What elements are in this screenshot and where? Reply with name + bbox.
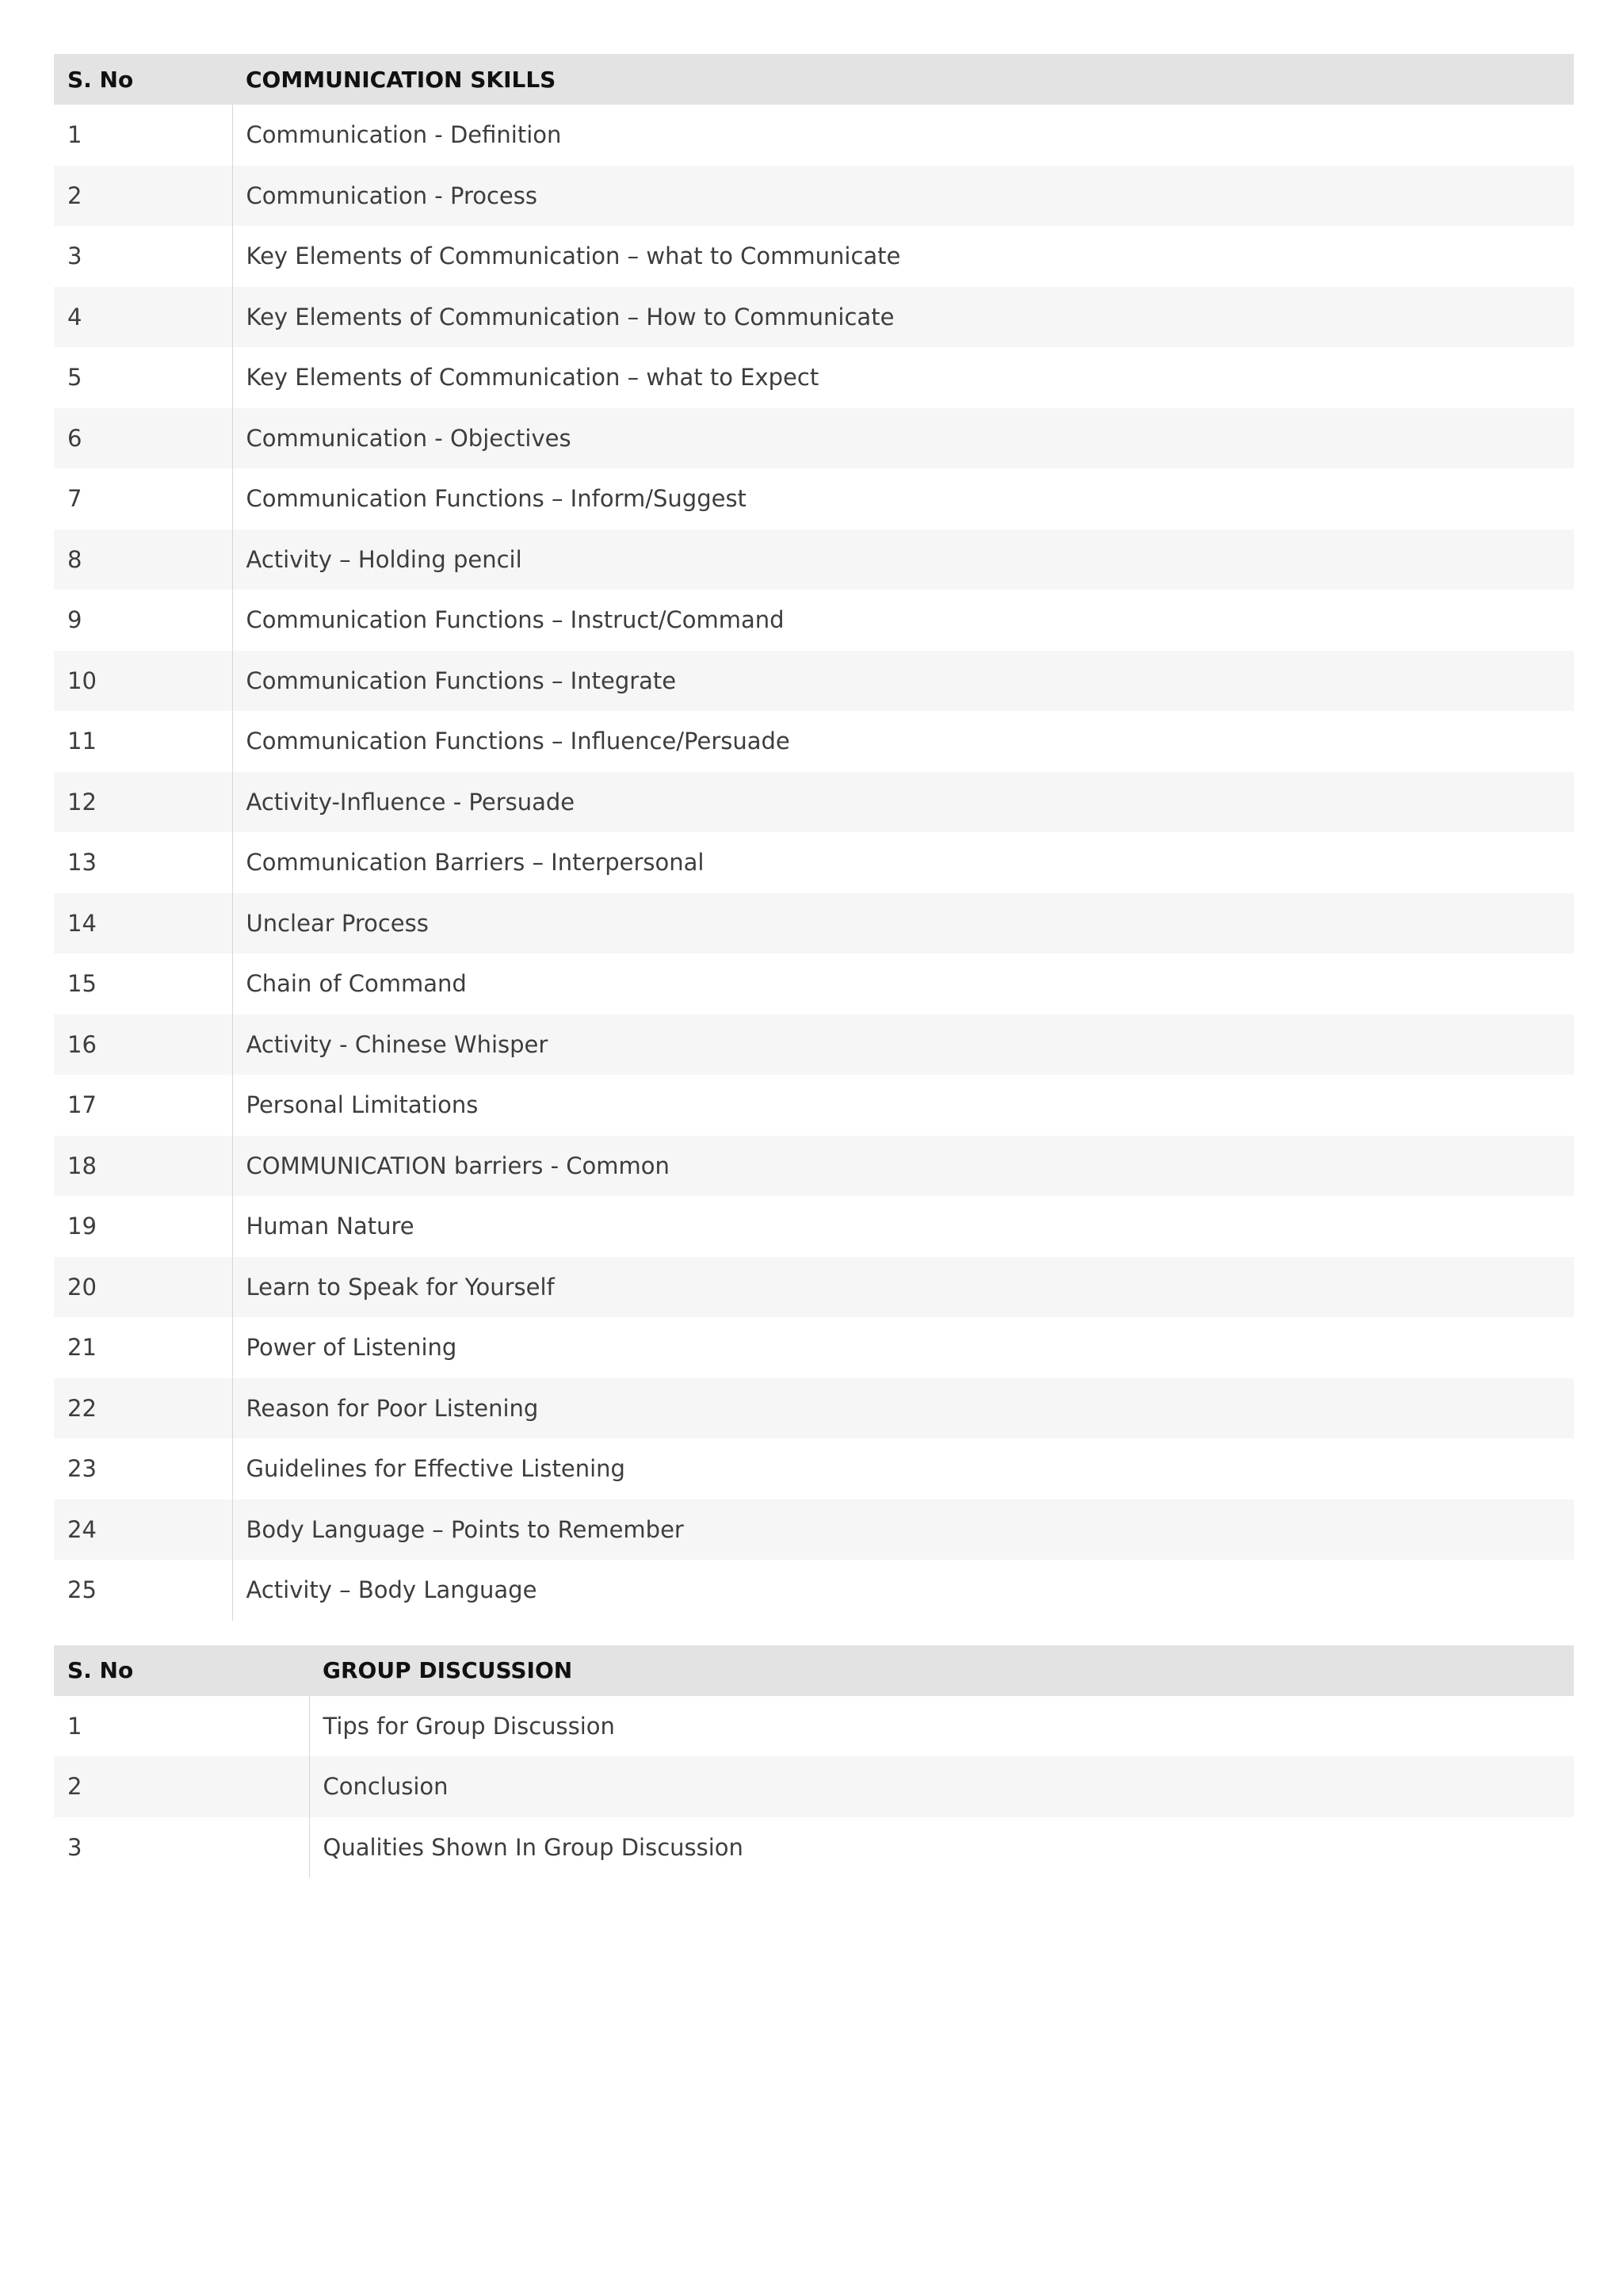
row-topic: Communication Functions – Inform/Suggest [232,468,1574,529]
row-topic: COMMUNICATION barriers - Common [232,1136,1574,1197]
table-row [54,408,1574,469]
row-serial-number: 4 [54,287,232,348]
row-topic: Communication Functions – Instruct/Command [232,590,1574,651]
row-topic: Body Language – Points to Remember [232,1499,1574,1561]
table-row [54,893,1574,954]
row-topic: Personal Limitations [232,1075,1574,1136]
row-serial-number: 7 [67,485,82,513]
row-topic: Unclear Process [232,893,1574,954]
row-serial-number: 14 [54,893,232,954]
communication-skills-rows [54,105,1574,1621]
row-serial-number: 5 [67,364,82,392]
table-row [54,1499,1574,1561]
row-topic: Learn to Speak for Yourself [232,1257,1574,1318]
table-row [54,166,1574,227]
row-topic: Qualities Shown In Group Discussion [309,1817,1574,1878]
row-serial-number: 12 [54,772,232,833]
row-topic: Activity - Chinese Whisper [232,1014,1574,1075]
row-serial-number: 25 [67,1576,97,1604]
row-topic: Activity – Holding pencil [232,529,1574,590]
row-serial-number: 23 [67,1455,97,1483]
row-serial-number: 1 [67,1712,82,1740]
table-row [54,529,1574,590]
row-serial-number: 19 [67,1213,97,1240]
table-row [54,832,1574,893]
row-topic: Communication Functions – Influence/Persuade [232,711,1574,772]
row-serial-number: 3 [67,1833,82,1861]
table-header-row [54,1645,1574,1696]
row-topic: Power of Listening [232,1317,1574,1378]
topic-column-header: COMMUNICATION SKILLS [232,54,1574,105]
row-serial-number: 15 [67,970,97,998]
table-row [54,1196,1574,1257]
syllabus-page [54,54,1574,1878]
table-row [54,1560,1574,1621]
row-serial-number: 22 [54,1378,232,1439]
row-serial-number: 20 [54,1257,232,1318]
row-topic: Human Nature [232,1196,1574,1257]
row-serial-number: 21 [67,1334,97,1362]
row-topic: Communication Barriers – Interpersonal [232,832,1574,893]
row-serial-number: 10 [54,651,232,712]
row-topic: Reason for Poor Listening [232,1378,1574,1439]
row-serial-number: 18 [54,1136,232,1197]
sno-column-header: S. No [54,54,232,105]
table-row [54,1438,1574,1499]
row-serial-number: 8 [54,529,232,590]
table-row [54,651,1574,712]
table-row [54,1317,1574,1378]
group-discussion-table [54,1645,1574,1878]
row-serial-number: 16 [54,1014,232,1075]
row-serial-number: 2 [54,1756,309,1817]
row-topic: Communication Functions – Integrate [232,651,1574,712]
row-topic: Key Elements of Communication – what to Expect [232,347,1574,408]
table-row [54,1756,1574,1817]
row-topic: Activity-Influence - Persuade [232,772,1574,833]
row-topic: Chain of Command [232,953,1574,1014]
row-serial-number: 1 [67,121,82,149]
table-row [54,1817,1574,1878]
row-serial-number: 6 [54,408,232,469]
row-topic: Key Elements of Communication – How to Communicate [232,287,1574,348]
table-header-row [54,54,1574,105]
sno-column-header: S. No [54,1645,309,1696]
table-row [54,226,1574,287]
row-serial-number: 9 [67,606,82,634]
row-topic: Communication - Definition [232,105,1574,166]
row-topic: Tips for Group Discussion [309,1696,1574,1757]
table-row [54,1696,1574,1757]
row-serial-number: 3 [67,243,82,270]
row-serial-number: 17 [67,1091,97,1119]
communication-skills-table [54,54,1574,1621]
table-row [54,347,1574,408]
row-topic: Conclusion [309,1756,1574,1817]
row-topic: Guidelines for Effective Listening [232,1438,1574,1499]
table-row [54,468,1574,529]
table-row [54,1136,1574,1197]
table-row [54,1075,1574,1136]
row-topic: Communication - Process [232,166,1574,227]
row-serial-number: 24 [54,1499,232,1561]
group-discussion-rows [54,1696,1574,1878]
table-row [54,1378,1574,1439]
row-serial-number: 11 [67,728,97,755]
table-row [54,1014,1574,1075]
table-row [54,287,1574,348]
row-topic: Key Elements of Communication – what to Communicate [232,226,1574,287]
table-row [54,772,1574,833]
row-serial-number: 2 [54,166,232,227]
row-topic: Communication - Objectives [232,408,1574,469]
table-row [54,711,1574,772]
table-row [54,953,1574,1014]
table-row [54,1257,1574,1318]
row-topic: Activity – Body Language [232,1560,1574,1621]
row-serial-number: 13 [67,849,97,877]
table-row [54,105,1574,166]
topic-column-header: GROUP DISCUSSION [309,1645,1574,1696]
table-row [54,590,1574,651]
